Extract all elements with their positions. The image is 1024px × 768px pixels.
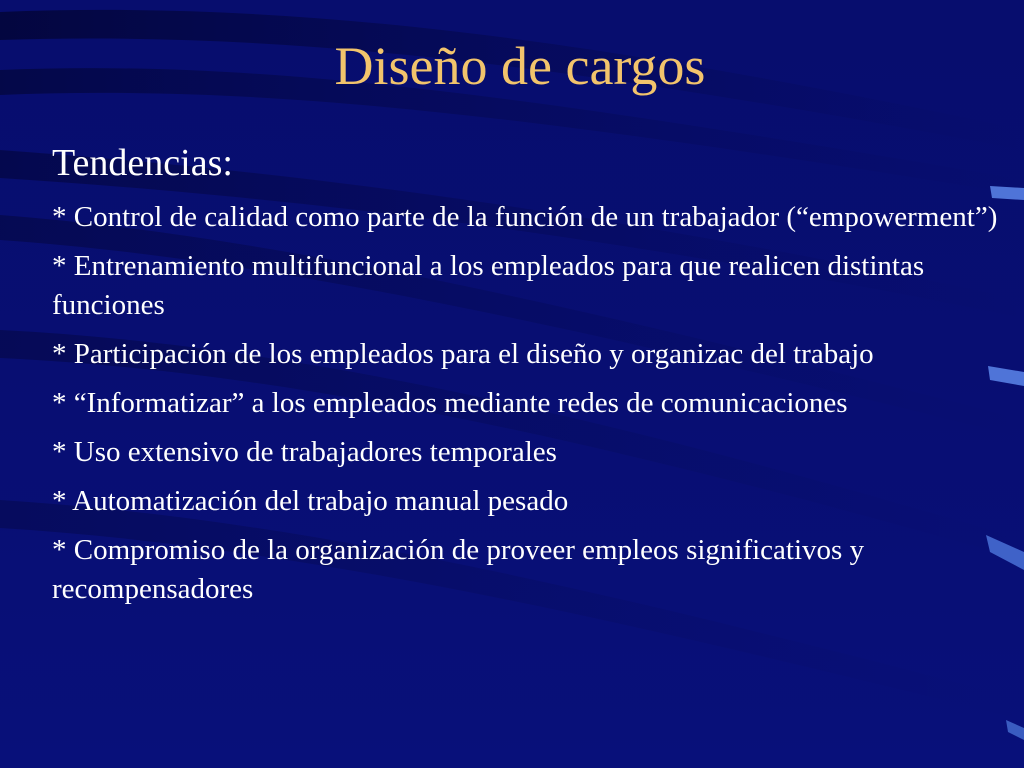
bullet-item: * Automatización del trabajo manual pesado (52, 485, 569, 517)
bullet-item: * Control de calidad como parte de la función de un trabajador (“empowerment”) (52, 201, 998, 233)
slide-title: Diseño de cargos (334, 36, 706, 96)
bullet-item: * “Informatizar” a los empleados mediante redes de comunicaciones (52, 387, 848, 419)
bullet-item: * Entrenamiento multifuncional a los empleados para que realicen distintas funciones (52, 250, 925, 321)
bullet-item: * Participación de los empleados para el diseño y organizac del trabajo (52, 338, 874, 370)
section-heading: Tendencias: (52, 142, 233, 184)
bullet-item: * Uso extensivo de trabajadores temporales (52, 436, 557, 468)
bullet-list (52, 198, 1014, 619)
bullet-item: * Compromiso de la organización de proveer empleos significativos y recompensadores (52, 534, 865, 605)
